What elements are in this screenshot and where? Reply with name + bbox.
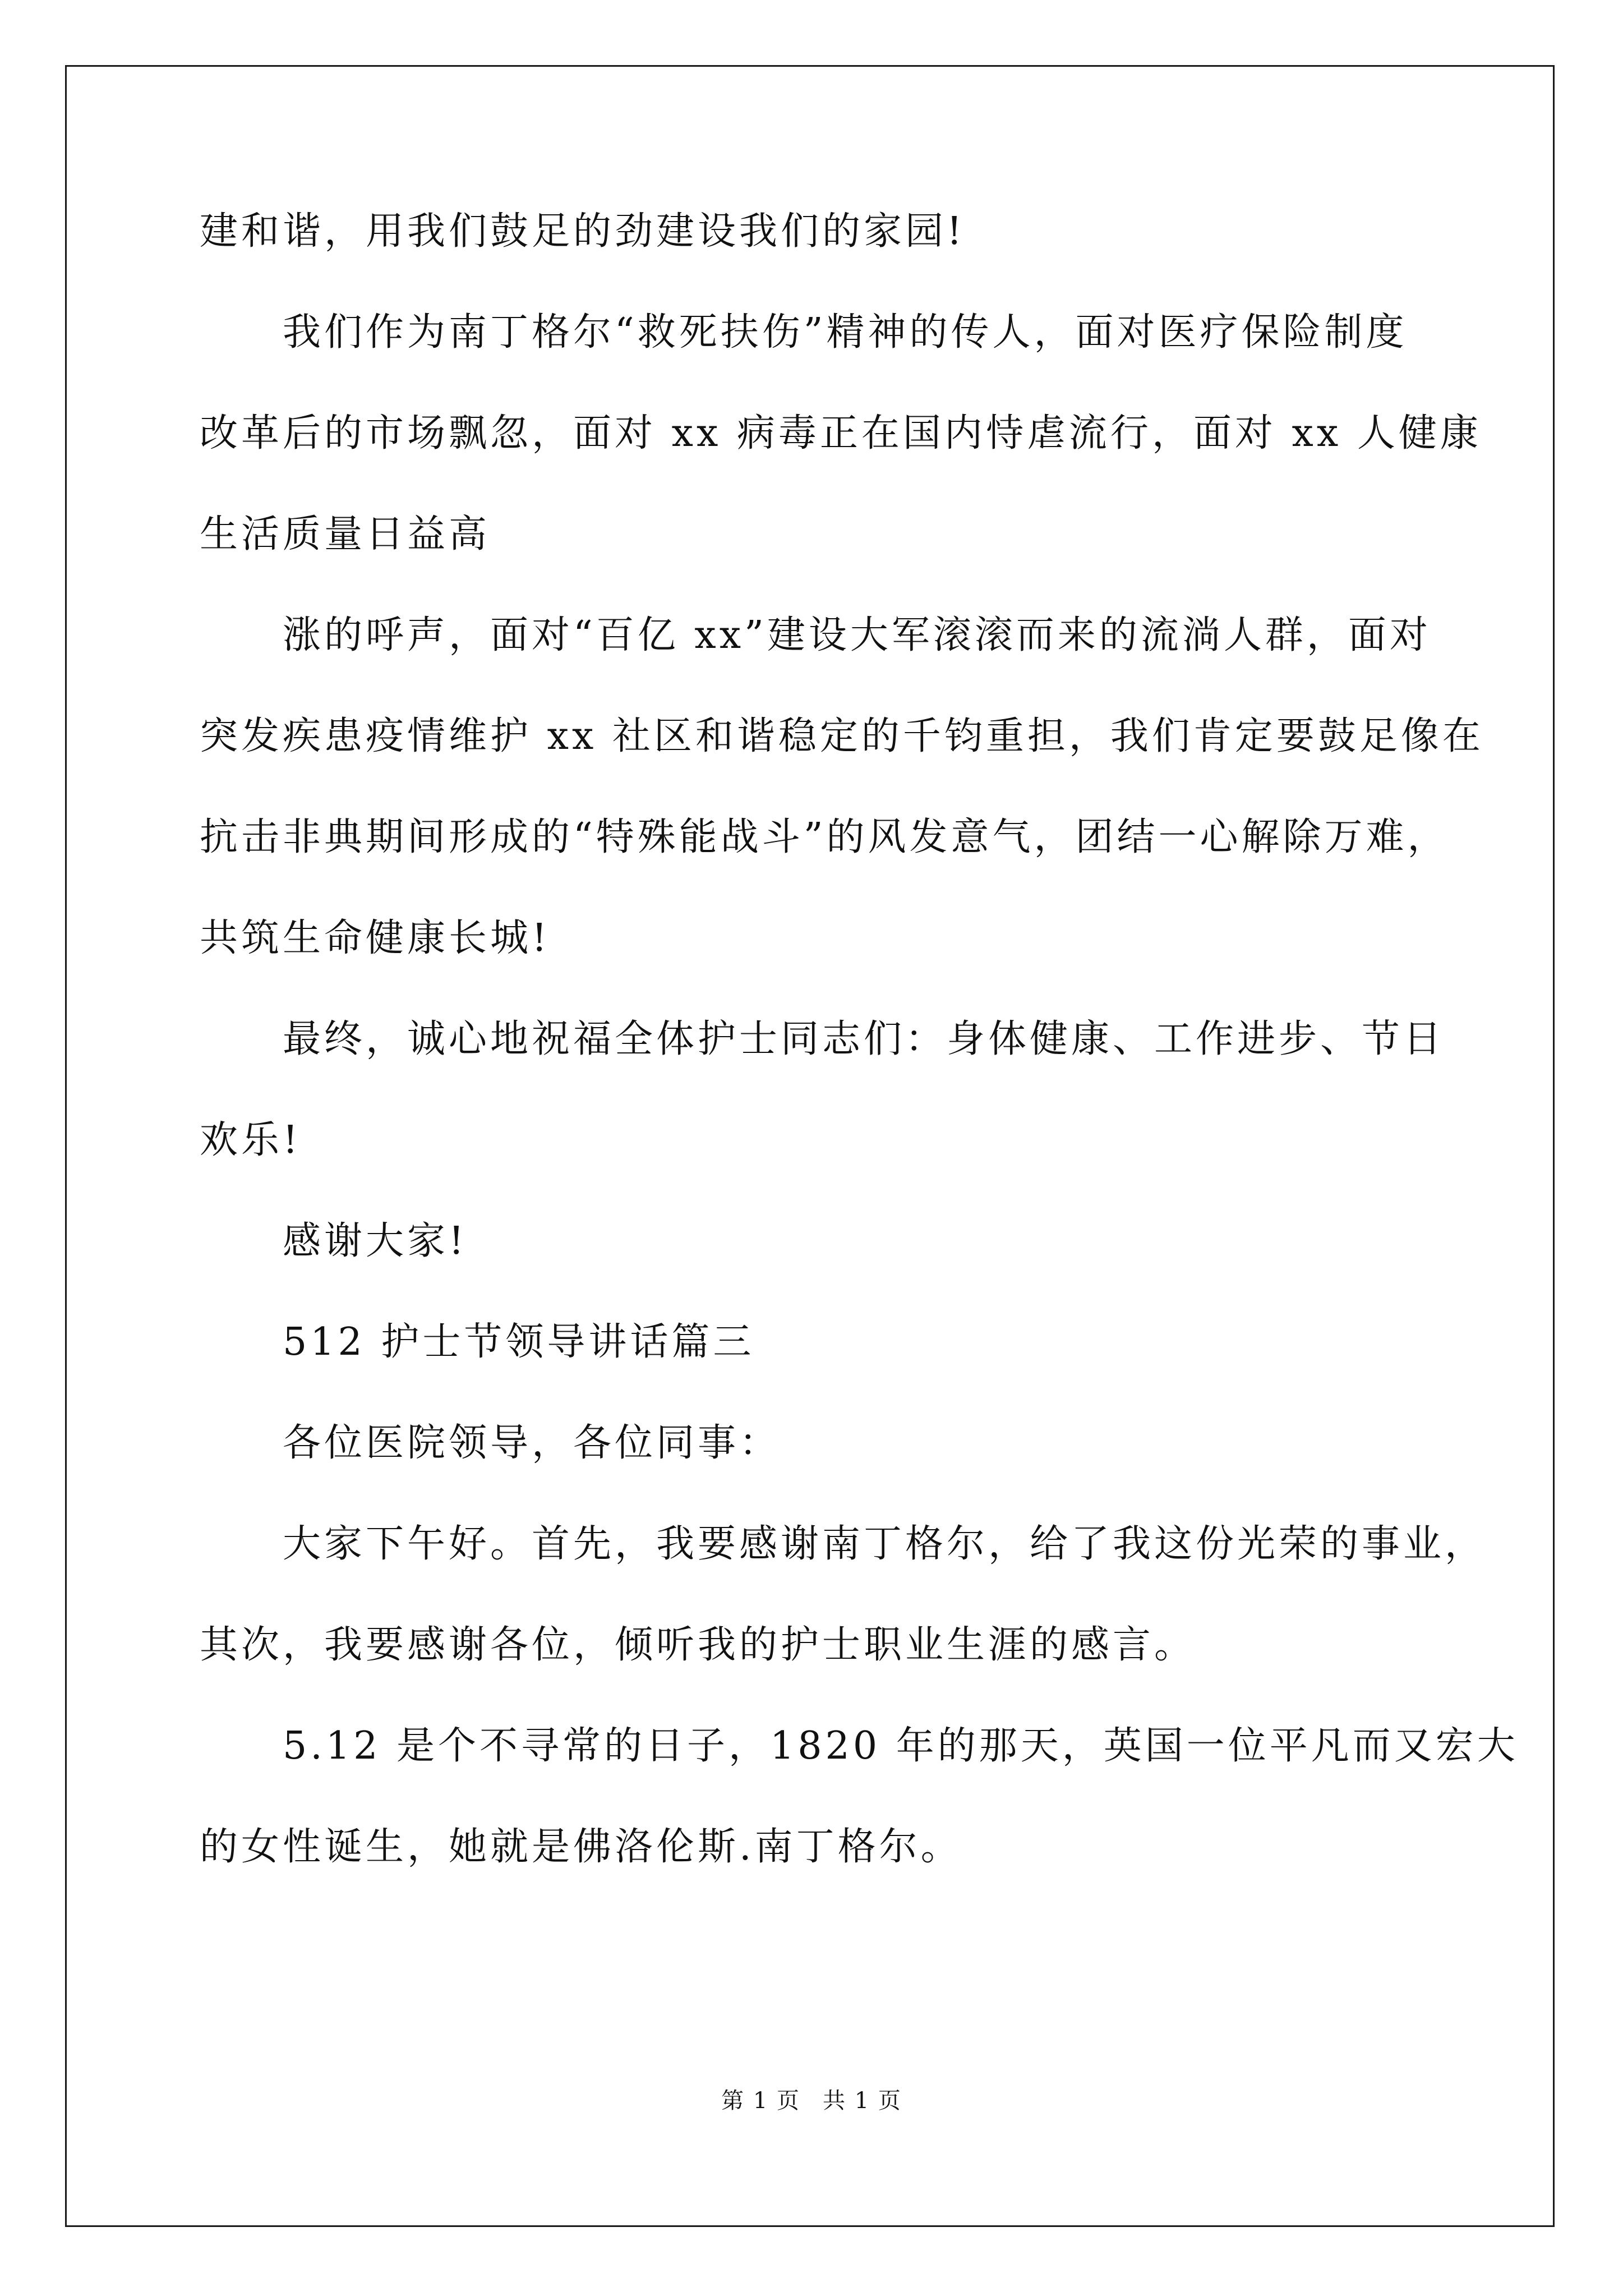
- paragraph-line: 我们作为南丁格尔“救死扶伤”精神的传人，面对医疗保险制度: [283, 310, 1408, 355]
- page-number: 第 1 页: [721, 2088, 800, 2114]
- text-line: 建和谐，用我们鼓足的劲建设我们的家园!: [200, 209, 966, 254]
- text-line: 突发疾患疫情维护 xx 社区和谐稳定的千钧重担，我们肯定要鼓足像在: [200, 714, 1484, 758]
- page-total: 共 1 页: [823, 2088, 902, 2114]
- text-line: 抗击非典期间形成的“特殊能战斗”的风发意气，团结一心解除万难，: [200, 815, 1449, 859]
- text-line: 其次，我要感谢各位，倾听我的护士职业生涯的感言。: [200, 1623, 1196, 1667]
- paragraph-line: 5.12 是个不寻常的日子，1820 年的那天，英国一位平凡而又宏大: [283, 1724, 1519, 1768]
- text-line: 生活质量日益高: [200, 512, 491, 556]
- section-heading: 512 护士节领导讲话篇三: [283, 1320, 755, 1364]
- text-line: 共筑生命健康长城!: [200, 916, 551, 960]
- paragraph-line: 最终，诚心地祝福全体护士同志们：身体健康、工作进步、节日: [283, 1017, 1445, 1061]
- salutation-line: 各位医院领导，各位同事：: [283, 1421, 781, 1465]
- text-line: 的女性诞生，她就是佛洛伦斯.南丁格尔。: [200, 1825, 962, 1869]
- page-footer: [0, 2087, 1623, 2115]
- text-line: 欢乐!: [200, 1118, 302, 1162]
- paragraph-line: 涨的呼声，面对“百亿 xx”建设大军滚滚而来的流淌人群，面对: [283, 613, 1431, 657]
- text-line: 改革后的市场飘忽，面对 xx 病毒正在国内恃虐流行，面对 xx 人健康: [200, 411, 1482, 455]
- paragraph-line: 感谢大家!: [283, 1219, 468, 1263]
- paragraph-line: 大家下午好。首先，我要感谢南丁格尔，给了我这份光荣的事业，: [283, 1522, 1487, 1566]
